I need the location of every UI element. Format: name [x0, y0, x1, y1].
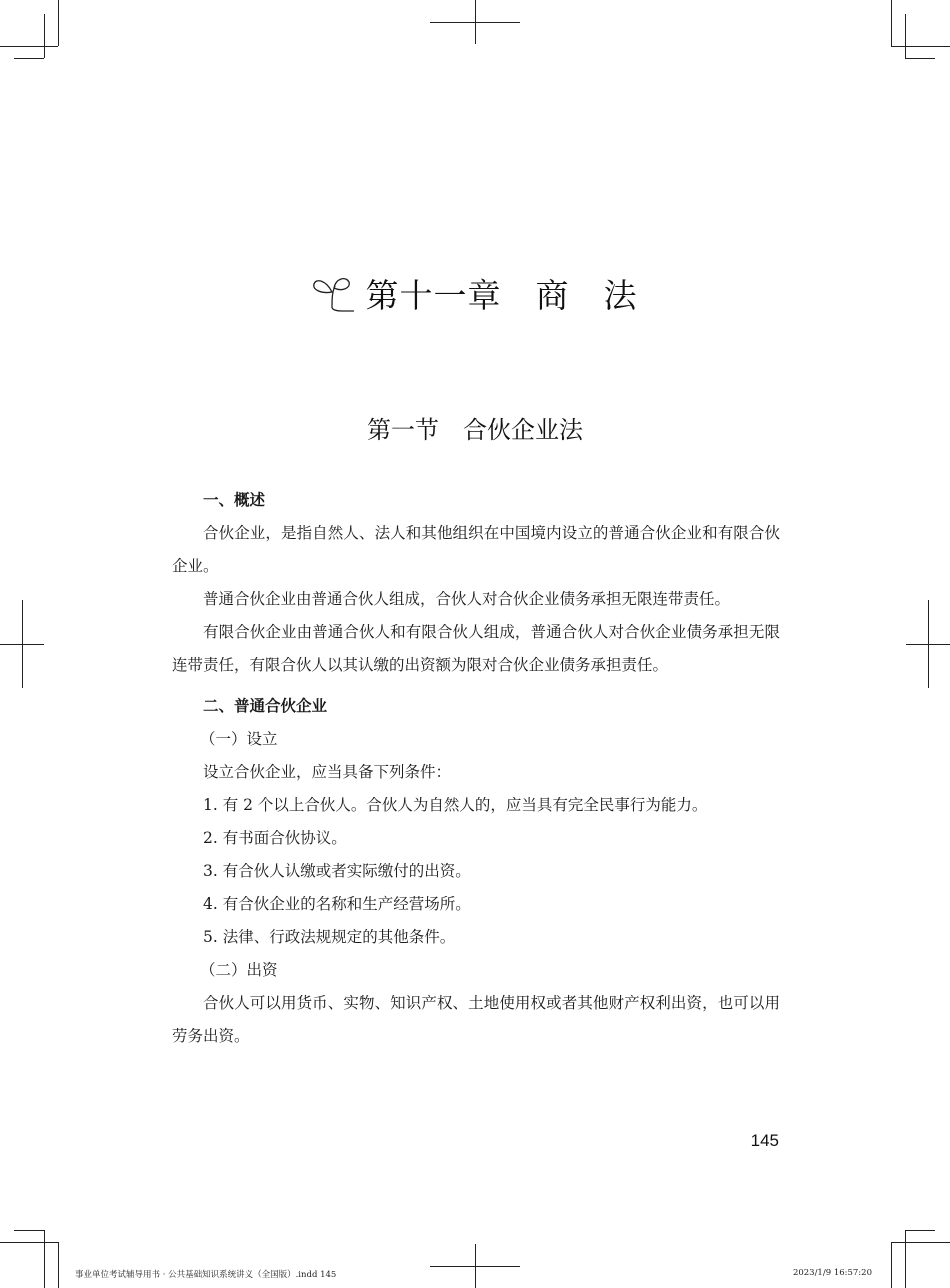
paragraph: 合伙人可以用货币、实物、知识产权、土地使用权或者其他财产权利出资，也可以用劳务出资。	[172, 994, 780, 1045]
sprout-icon	[312, 274, 356, 314]
footer-timestamp: 2023/1/9 16:57:20	[792, 1268, 872, 1278]
paragraph: 有限合伙企业由普通合伙人和有限合伙人组成，普通合伙人对合伙企业债务承担无限连带责任，有限合伙人以其认缴的出资额为限对合伙企业债务承担责任。	[172, 623, 780, 674]
paragraph: 设立合伙企业，应当具备下列条件：	[203, 763, 452, 781]
list-item: 4. 有合伙企业的名称和生产经营场所。	[203, 895, 471, 913]
heading-general-partnership: 二、普通合伙企业	[203, 697, 328, 715]
chapter-title: 第十一章 商 法	[365, 276, 638, 315]
subheading-establishment: （一）设立	[200, 730, 278, 748]
body-text	[172, 484, 780, 1053]
heading-overview: 一、概述	[203, 491, 266, 509]
list-item: 1. 有 2 个以上合伙人。合伙人为自然人的，应当具有完全民事行为能力。	[203, 796, 708, 814]
footer-file-info: 事业单位考试辅导用书 · 公共基础知识系统讲义（全国版）.indd 145	[75, 1270, 337, 1280]
list-item: 5. 法律、行政法规规定的其他条件。	[203, 928, 456, 946]
paragraph: 普通合伙企业由普通合伙人组成，合伙人对合伙企业债务承担无限连带责任。	[203, 590, 731, 608]
section-title: 第一节 合伙企业法	[367, 416, 583, 444]
chapter-heading	[0, 270, 950, 317]
paragraph: 合伙企业，是指自然人、法人和其他组织在中国境内设立的普通合伙企业和有限合伙企业。	[172, 524, 780, 575]
list-item: 3. 有合伙人认缴或者实际缴付的出资。	[203, 862, 471, 880]
subheading-contribution: （二）出资	[200, 961, 278, 979]
page-number: 145	[750, 1131, 779, 1150]
list-item: 2. 有书面合伙协议。	[203, 829, 347, 847]
